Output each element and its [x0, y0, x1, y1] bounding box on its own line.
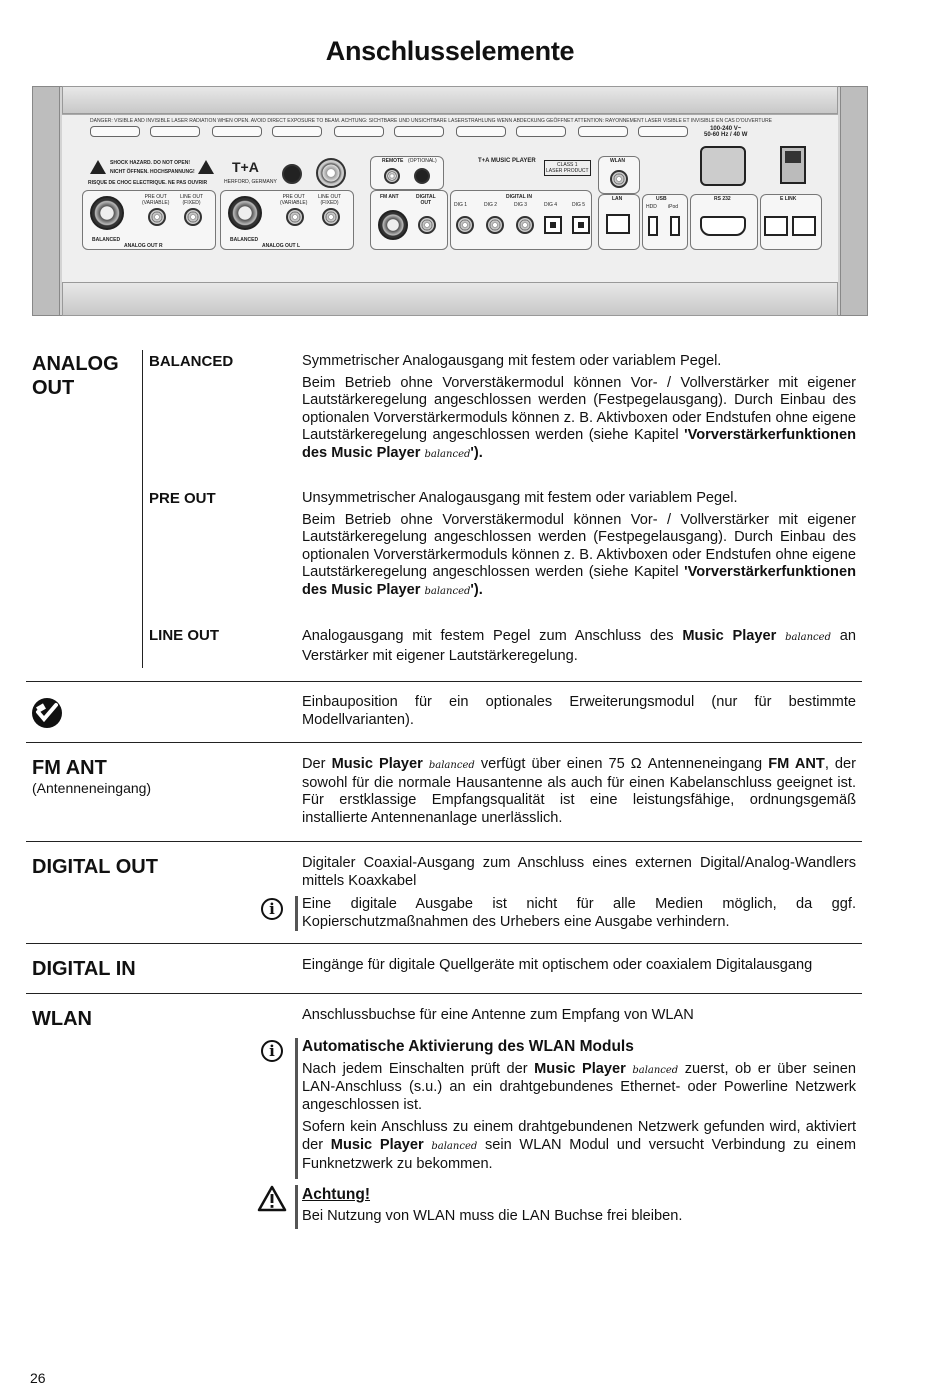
wlan-mark-1: balanced	[632, 1064, 679, 1076]
lineout-mark: balanced	[785, 632, 831, 643]
label-line-out-fixed-r: LINE OUT (FIXED)	[180, 194, 204, 206]
wlan-jack	[610, 170, 628, 188]
digin-description: Eingänge für digitale Quellgeräte mit optischem oder coaxialem Digitalausgang	[302, 957, 813, 973]
wlan-warning-text: Bei Nutzung von WLAN muss die LAN Buchse frei bleiben.	[302, 1207, 683, 1224]
rs232-port	[700, 216, 746, 236]
info-icon: i	[261, 898, 283, 920]
fmant-t3: verfügt über einen 75 Ω Antenneneingang	[474, 756, 769, 772]
dig1-jack	[456, 216, 474, 234]
balanced-mark: balanced	[424, 448, 471, 460]
wlan-warning-title: Achtung!	[302, 1186, 371, 1203]
module-position-icon	[282, 164, 302, 184]
page-number: 26	[30, 1370, 46, 1386]
label-balanced-l: BALANCED	[230, 237, 259, 243]
wlan-n2a: Sofern kein Anschluss zu einem drahtgebundenen Netzwerk gefunden wird, aktiviert der	[302, 1119, 856, 1153]
preout-p2-close: ').	[470, 581, 483, 598]
vent-slot	[90, 126, 140, 137]
heading-fm-ant: FM ANT	[32, 757, 107, 779]
label-class1-laser: CLASS 1 LASER PRODUCT	[546, 162, 589, 174]
heading-wlan: WLAN	[32, 1008, 92, 1030]
power-inlet	[700, 146, 746, 186]
dig4-optical	[544, 216, 562, 234]
preout-p2-text: Beim Betrieb ohne Vorverstäkermodul können Vor- / Vollverstärker mit eigener Lautstärkeregelung angeschlossen werden (Festpegelausgang). Durch Einbau des optionalen Vorverstärkermoduls können z. B. Aktivboxen oder Endstufen ohne eigene Lautstärkeregelung angeschlossen werden (siehe Kapitel	[302, 511, 856, 581]
preout-p1: Unsymmetrischer Analogausgang mit festem oder variablem Pegel.	[302, 490, 738, 506]
laser-warning-strip: DANGER: VISIBLE AND INVISIBLE LASER RADIATION WHEN OPEN. AVOID DIRECT EXPOSURE TO BEAM. ACHTUNG: SICHTBARE UND UNSICHTBARE LASERSTRAHLUNG WENN ABDECKUNG GEÖFFNET ATTENTION: RAYONNEMENT LASER VISIBLE ET INVISIBLE EN CAS D'OUVERTURE	[90, 118, 773, 124]
fmant-fm-ant: FM ANT	[768, 756, 825, 772]
label-dig3: DIG 3	[514, 202, 528, 208]
panel-rail-top	[62, 86, 838, 114]
divider	[26, 993, 862, 994]
power-switch	[780, 146, 806, 184]
panel-side-right	[840, 86, 868, 316]
wlan-description: Anschlussbuchse für eine Antenne zum Empfang von WLAN	[302, 1007, 694, 1023]
shock-warning-icon	[198, 160, 214, 174]
balanced-p2	[302, 375, 856, 464]
note-bar	[295, 896, 298, 931]
label-digital-in: DIGITAL IN	[506, 194, 532, 200]
heading-analog-out: ANALOG OUT	[32, 353, 119, 399]
note-bar	[295, 1185, 298, 1229]
wlan-n2c: sein WLAN Modul und versucht Verbindung zu einem Funknetzwerk zu bekommen.	[302, 1136, 856, 1172]
wlan-connector-top	[316, 158, 346, 188]
remote-module-jack	[414, 168, 430, 184]
wlan-note-p1	[302, 1061, 856, 1115]
lan-port	[606, 214, 630, 234]
divider	[26, 681, 862, 682]
label-remote: REMOTE	[382, 158, 404, 164]
balanced-p2-text: Beim Betrieb ohne Vorverstäkermodul können Vor- / Vollverstärker mit eigener Lautstärkeregelung angeschlossen werden (Festpegelausgang). Durch Einbau des optionalen Vorverstärkermoduls können z. B. Aktivboxen oder Endstufen ohne eigene Lautstärkeregelung angeschlossen werden (siehe Kapitel	[302, 374, 856, 444]
wlan-n1c: zuerst, ob er über seinen LAN-Anschluss (s.u.) an ein drahtgebundenes Ethernet- oder Powerline Netzwerk angeschlossen ist.	[302, 1060, 856, 1113]
digout-description: Digitaler Coaxial-Ausgang zum Anschluss eines externen Digital/Analog-Wandlers mittels Koaxkabel	[302, 855, 856, 889]
dig2-jack	[486, 216, 504, 234]
label-pre-out: PRE OUT	[149, 490, 216, 507]
label-dig5: DIG 5	[572, 202, 586, 208]
rear-panel-illustration	[32, 86, 868, 316]
label-ipod: iPod	[668, 204, 679, 210]
shock-warning-icon	[90, 160, 106, 174]
fmant-description	[302, 756, 856, 827]
balanced-l-xlr-connector	[228, 196, 262, 230]
label-line-out-fixed-l: LINE OUT (FIXED)	[318, 194, 342, 206]
fmant-t5: , der sowohl für die normale Hausantenne als auch für einen Kabelanschluss geeignet ist. Für erstklassige Empfangsqualität ist eine leistungsfähige, ordnungsgemäß installierte Antennenanlage unerlässlich.	[302, 756, 857, 826]
pre-out-r-jack	[148, 208, 166, 226]
wlan-note-title: Automatische Aktivierung des WLAN Moduls	[302, 1038, 634, 1055]
label-pre-out-var-l: PRE OUT (VARIABLE)	[280, 194, 308, 206]
vent-slot	[456, 126, 506, 137]
label-optional: (OPTIONAL)	[408, 158, 437, 164]
label-digital-out: DIGITAL OUT	[416, 194, 436, 206]
fmant-mark: balanced	[428, 760, 475, 771]
heading-digital-in: DIGITAL IN	[32, 958, 136, 980]
label-balanced: BALANCED	[149, 353, 234, 370]
divider	[26, 742, 862, 743]
analog-divider	[142, 350, 143, 668]
preout-description	[302, 490, 856, 601]
shock-warning-text-3: RISQUE DE CHOC ELECTRIQUE. NE PAS OUVRIR	[88, 180, 208, 186]
balanced-r-xlr-connector	[90, 196, 124, 230]
fm-ant-connector	[378, 210, 408, 240]
dig5-optical	[572, 216, 590, 234]
elink-port-1	[764, 216, 788, 236]
wlan-warning	[302, 1186, 856, 1225]
digital-out-jack	[418, 216, 436, 234]
label-analog-out-r: ANALOG OUT R	[124, 243, 163, 249]
subheading-antenneneingang: (Antenneneingang)	[32, 780, 152, 796]
wlan-mark-2: balanced	[431, 1140, 478, 1152]
shock-warning-text-2: NICHT ÖFFNEN. HOCHSPANNUNG!	[110, 169, 195, 175]
label-usb: USB	[656, 196, 667, 202]
pre-out-l-jack	[286, 208, 304, 226]
label-dig1: DIG 1	[454, 202, 468, 208]
module-description: Einbauposition für ein optionales Erweiterungsmodul (nur für bestimmte Modellvarianten).	[302, 694, 856, 728]
label-elink: E LINK	[780, 196, 797, 202]
elink-port-2	[792, 216, 816, 236]
panel-rail-bottom	[62, 282, 838, 316]
divider	[26, 943, 862, 944]
remote-jack	[384, 168, 400, 184]
vent-slot	[212, 126, 262, 137]
label-dig4: DIG 4	[544, 202, 558, 208]
usb-hdd-port	[648, 216, 658, 236]
line-out-r-jack	[184, 208, 202, 226]
vent-slot	[578, 126, 628, 137]
label-analog-out-l: ANALOG OUT L	[262, 243, 301, 249]
divider	[26, 841, 862, 842]
label-fm-ant: FM ANT	[380, 194, 399, 200]
vent-slot	[334, 126, 384, 137]
brand-subtitle: HERFORD, GERMANY	[224, 179, 277, 185]
lineout-description	[302, 627, 856, 666]
label-rs232: RS 232	[714, 196, 731, 202]
dig3-jack	[516, 216, 534, 234]
digout-note: Eine digitale Ausgabe ist nicht für alle Medien möglich, da ggf. Kopierschutzmaßnahmen des Urhebers eine Ausgabe verhindern.	[302, 896, 856, 930]
vent-slot	[516, 126, 566, 137]
wlan-n2-product: Music Player	[330, 1136, 424, 1153]
lineout-text-1: Analogausgang mit festem Pegel zum Anschluss des	[302, 628, 683, 644]
lineout-text-2: an Verstärker mit eigener Lautstärkeregelung.	[302, 628, 857, 664]
lineout-product: Music Player	[682, 628, 777, 644]
info-icon: i	[261, 1040, 283, 1062]
vent-slot	[638, 126, 688, 137]
note-bar	[295, 1038, 298, 1179]
fmant-product: Music Player	[331, 756, 423, 772]
balanced-p1: Symmetrischer Analogausgang mit festem oder variablem Pegel.	[302, 353, 722, 369]
line-out-l-jack	[322, 208, 340, 226]
heading-digital-out: DIGITAL OUT	[32, 856, 158, 878]
balanced-p2-close: ').	[470, 444, 483, 461]
label-pre-out-var-r: PRE OUT (VARIABLE)	[142, 194, 170, 206]
label-line-out: LINE OUT	[149, 627, 219, 644]
module-checkmark-icon	[31, 697, 63, 729]
balanced-description	[302, 353, 856, 464]
brand-logo: T+A	[232, 159, 259, 175]
page-title: Anschlusselemente	[325, 36, 575, 66]
vent-slot	[394, 126, 444, 137]
vent-slot	[150, 126, 200, 137]
panel-side-left	[32, 86, 60, 316]
label-lan: LAN	[612, 196, 623, 202]
label-balanced-r: BALANCED	[92, 237, 121, 243]
wlan-note	[302, 1038, 856, 1173]
label-power-rating: 100-240 V~ 50-60 Hz / 40 W	[704, 126, 748, 138]
label-dig2: DIG 2	[484, 202, 498, 208]
wlan-n1a: Nach jedem Einschalten prüft der	[302, 1060, 535, 1077]
usb-ipod-port	[670, 216, 680, 236]
preout-mark: balanced	[424, 585, 471, 597]
vent-slot	[272, 126, 322, 137]
fmant-t1: Der	[302, 756, 332, 772]
preout-p2	[302, 512, 856, 601]
label-music-player: T+A MUSIC PLAYER	[478, 158, 536, 164]
label-hdd: HDD	[646, 204, 657, 210]
label-wlan: WLAN	[610, 158, 625, 164]
wlan-note-p2	[302, 1119, 856, 1173]
wlan-n1-product: Music Player	[534, 1060, 626, 1077]
warning-triangle-icon	[257, 1185, 287, 1212]
preout-p2-chapter: 'Vorverstärkerfunktionen des Music Player	[302, 564, 856, 598]
shock-warning-text-1: SHOCK HAZARD. DO NOT OPEN!	[110, 160, 190, 166]
balanced-p2-chapter: 'Vorverstärkerfunktionen des Music Player	[302, 427, 856, 461]
